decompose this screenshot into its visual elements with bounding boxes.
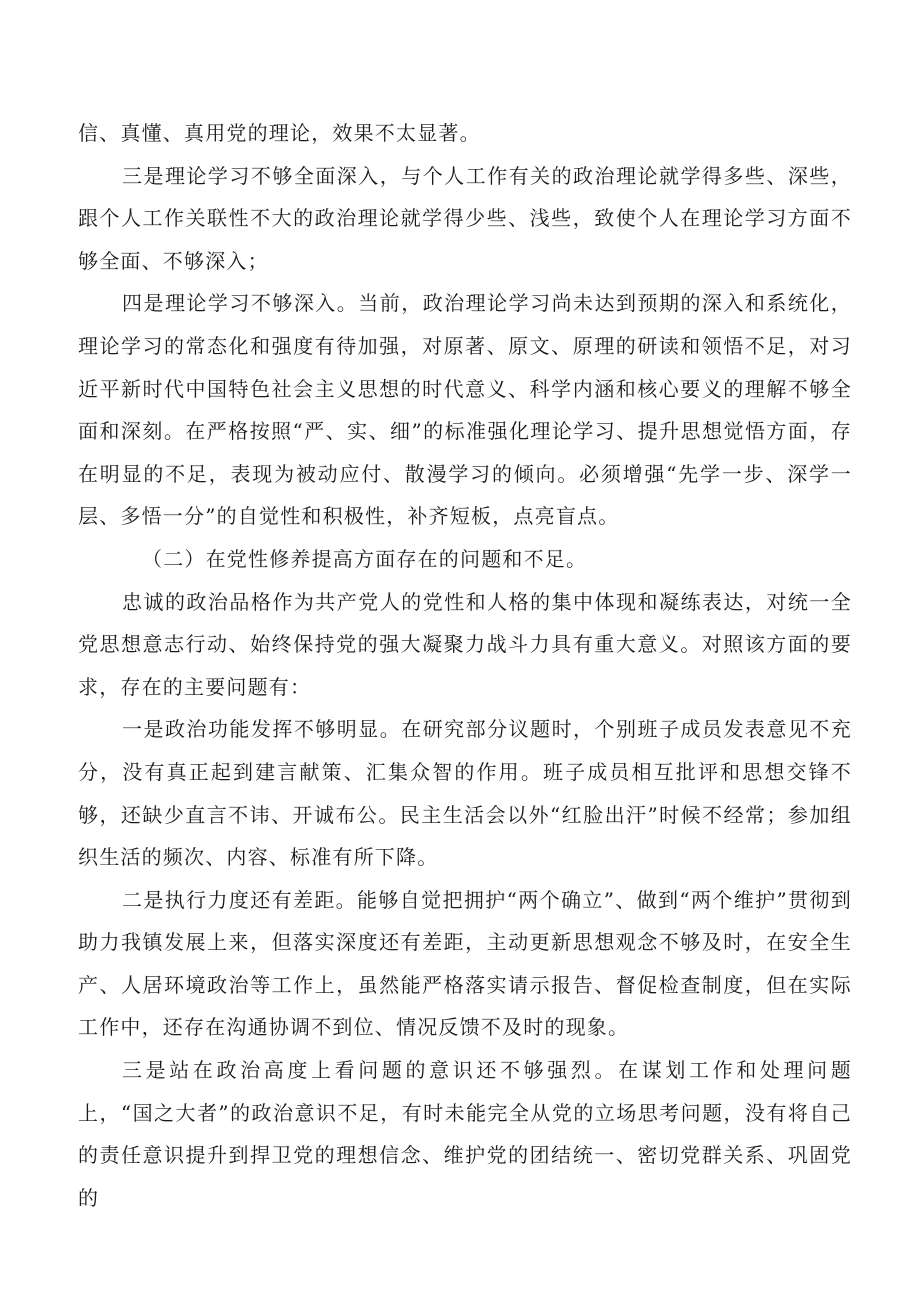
paragraph-point-three-political-height: 三是站在政治高度上看问题的意识还不够强烈。在谋划工作和处理问题上，“国之大者”的政治意识不足，有时未能完全从党的立场思考问题，没有将自己的责任意识提升到捍卫党的理想信念、维护党的团结统一、密切党群关系、巩固党的 xyxy=(78,1058,852,1210)
paragraph-point-one-political-function: 一是政治功能发挥不够明显。在研究部分议题时，个别班子成员发表意见不充分，没有真正起到建言献策、汇集众智的作用。班子成员相互批评和思想交锋不够，还缺少直言不讳、开诚布公。民主生活会以外“红脸出汗”时候不经常；参加组织生活的频次、内容、标准有所下降。 xyxy=(78,717,852,870)
paragraph-intro-loyalty: 忠诚的政治品格作为共产党人的党性和人格的集中体现和凝练表达，对统一全党思想意志行动、始终保持党的强大凝聚力战斗力具有重大意义。对照该方面的要求，存在的主要问题有： xyxy=(78,589,852,699)
document-body xyxy=(78,112,852,1219)
section-heading-party-spirit: （二）在党性修养提高方面存在的问题和不足。 xyxy=(142,546,588,571)
paragraph-point-four-study: 四是理论学习不够深入。当前，政治理论学习尚未达到预期的深入和系统化，理论学习的常态化和强度有待加强，对原著、原文、原理的研读和领悟不足，对习近平新时代中国特色社会主义思想的时代意义、科学内涵和核心要义的理解不够全面和深刻。在严格按照“严、实、细”的标准强化理论学习、提升思想觉悟方面，存在明显的不足，表现为被动应付、散漫学习的倾向。必须增强“先学一步、深学一层、多悟一分”的自觉性和积极性，补齐短板，点亮盲点。 xyxy=(78,291,852,529)
paragraph-point-two-execution: 二是执行力度还有差距。能够自觉把拥护“两个确立”、做到“两个维护”贯彻到助力我镇发展上来，但落实深度还有差距，主动更新思想观念不够及时，在安全生产、人居环境政治等工作上，虽然能严格落实请示报告、督促检查制度，但在实际工作中，还存在沟通协调不到位、情况反馈不及时的现象。 xyxy=(78,887,852,1040)
paragraph-continuation: 信、真懂、真用党的理论，效果不太显著。 xyxy=(78,121,481,145)
paragraph-point-three-study: 三是理论学习不够全面深入，与个人工作有关的政治理论就学得多些、深些，跟个人工作关联性不大的政治理论就学得少些、浅些，致使个人在理论学习方面不够全面、不够深入； xyxy=(78,163,852,273)
